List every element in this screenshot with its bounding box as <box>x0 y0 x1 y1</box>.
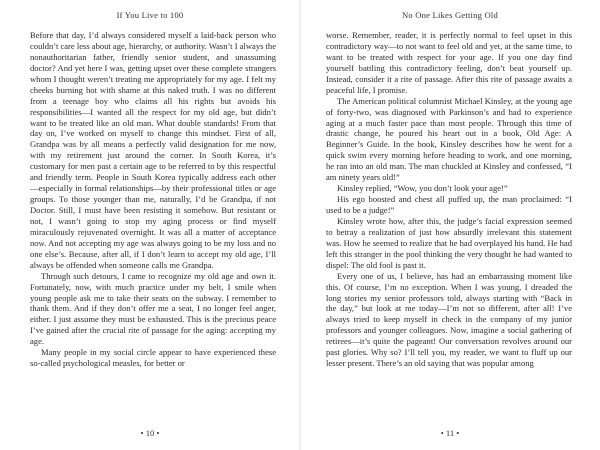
paragraph: Kinsley replied, “Wow, you don’t look your age!” <box>337 183 508 194</box>
paragraph: Before that day, I’d always considered myself a laid-back person who couldn’t care less about age, hierarchy, or authority. Wasn’t I always the nonauthoritarian father, friendly senior student, and unassuming doctor? And yet here I was, getting upset over these complete strangers whom I thought weren’t treating me appropriately for my age. I felt my cheeks burning hot with shame at this naked truth. I was no different from a teenage boy who claims all his rights but avoids his responsibilities—I wanted all the respect for my old age, but didn’t want to be treated like an old man. What double standards! From that day on, I’ve worked on myself to change this mindset. First of all, Grandpa was by all means a perfectly valid designation for me now, with my retirement just around the corner. In South Korea, it’s customary for men past a certain age to be referred to by this respectful and friendly term. People in South Korea typically address each other—especially in formal relationships—by their professional titles or age groups. To those younger than me, naturally, I’d be Grandpa, if not Doctor. Still, I must have been resisting it somehow. But resistant or not, I wasn’t going to stop my aging process or find myself miraculously rejuvenated overnight. It was all a matter of acceptance now. And not accepting my age was always going to be my loss and no one else’s. Because, after all, if I don’t learn to accept my old age, I’ll always be offended when someone calls me Grandpa. <box>30 30 276 270</box>
paragraph: Every one of us, I believe, has had an embarrassing moment like this. Of course, I’m no exception. When I was young, I dreaded the long stories my senior professors told, always starting with “Back in the day,” but look at me today—I’m not so different, after all! I’ve always tried to keep myself in check in the company of my junior professors and younger colleagues. Now, imagine a social gathering of retirees—it’s quite the pageant! Our conversation revolves around our past glories. Why so? I’ll tell you, my reader, we want to fluff up our lesser present. There’s an old saying that was popular among <box>326 270 572 369</box>
paragraph: Kinsley wrote how, after this, the judge’s facial expression seemed to betray a realization of just how absurdly irrelevant this statement was. How he seemed to realize that he had overplayed his hand. He had left this stranger in the pool thinking the very thought he had wanted to dispel: The old fool is past it. <box>326 215 572 270</box>
right-body-text <box>326 30 572 421</box>
right-page <box>300 0 600 450</box>
left-page-number: • 10 • <box>140 428 160 438</box>
right-page-number: • 11 • <box>440 428 460 438</box>
left-running-head: If You Live to 100 <box>116 10 184 20</box>
right-running-head: No One Likes Getting Old <box>402 10 498 20</box>
left-body-text <box>30 30 276 421</box>
paragraph: worse. Remember, reader, it is perfectly normal to feel upset in this contradictory way—to not want to feel old and yet, at the same time, to want to be treated with respect for your age. If you one day find yourself battling this contradictory feeling, don’t beat yourself up. Instead, consider it a rite of passage. After this rite of passage awaits a peaceful life, I promise. <box>326 30 572 95</box>
paragraph: His ego boosted and chest all puffed up, the man proclaimed: “I used to be a judge!” <box>326 194 572 215</box>
paragraph: Through such detours, I came to recognize my old age and own it. Fortunately, now, with much practice under my belt, I smile when young people ask me to take their seats on the subway. I remember to thank them. And if they don’t offer me a seat, I no longer feel anger, either. I just assume they must be exhausted. This is the precious peace I’ve gained after the crucial rite of passage for the aging: accepting my age. <box>30 270 276 347</box>
paragraph: The American political columnist Michael Kinsley, at the young age of forty-two, was diagnosed with Parkinson’s and had to experience aging at a much faster pace than most people. Through this time of drastic change, he poured his heart out in a book, Old Age: A Beginner’s Guide. In the book, Kinsley describes how he went for a quick swim every morning before heading to work, and one morning, he ran into an old man. The man chuckled at Kinsley and confessed, “I am ninety years old!” <box>326 95 572 183</box>
paragraph: Many people in my social circle appear to have experienced these so-called psychological measles, for better or <box>30 347 276 369</box>
